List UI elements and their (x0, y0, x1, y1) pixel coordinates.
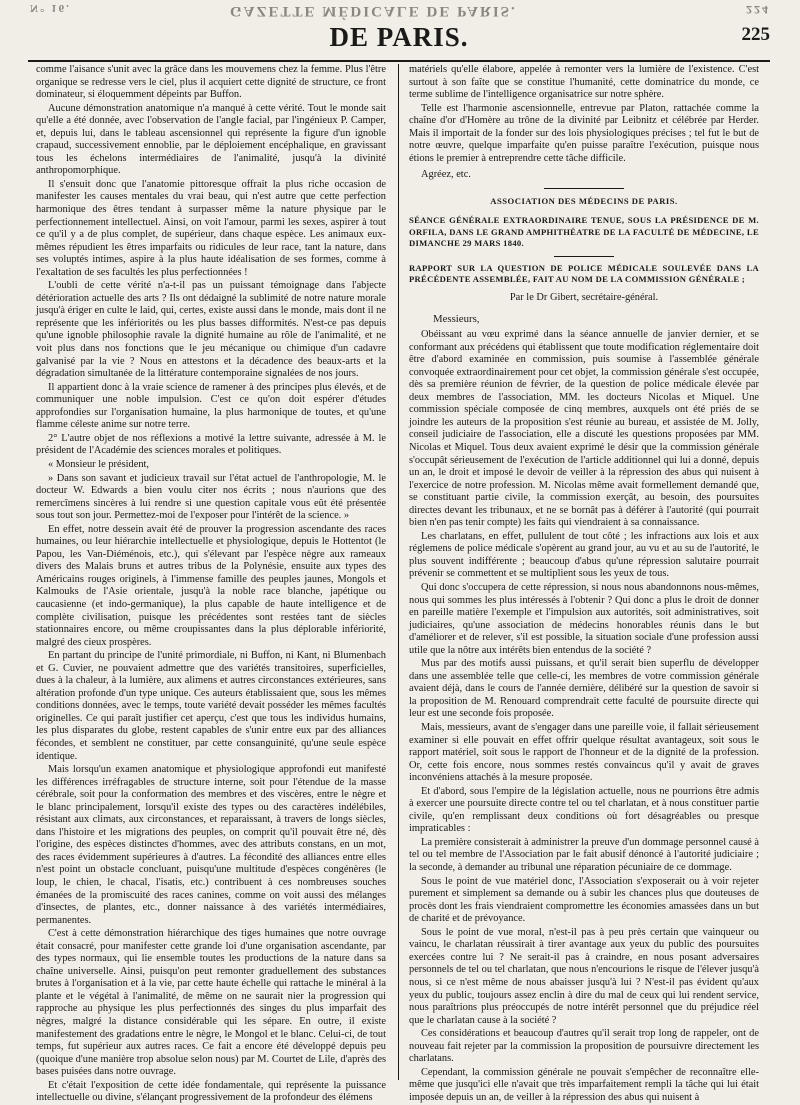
left-column (36, 64, 386, 1104)
paragraph: Mais lorsqu'un examen anatomique et physiologique approfondi eut manifesté les différences irréfragables de structure interne, soit pour l'étendue de la masse cérébrale, soit pour la conformation des membres et des viscères, entre le nègre et le blanc principalement, lorsqu'il existe des types ou des caractères indélébiles, résistant aux climats, aux circonstances, et reparaissant, à travers de longs siècles, dans l'histoire et les migrations des peuples, on comprit qu'il pouvait être né, dès l'origine, des espèces distinctes d'hommes, avec des attributs constans, en un mot, des races évidemment supérieures à d'autres. La fécondité des alliances entre elles n'est point un obstacle concluant, puisqu'une multitude d'espèces congénères (le loup, le chien, le chacal, l'isatis, etc.) contribuent à ces nombreuses souches émanées de la promiscuité des races canines, comme on voit aussi des mélanges d'insectes, de plantes, etc., donner naissance à des variétés intermédiaires, permanentes. (36, 764, 386, 926)
report-byline: Par le Dr Gibert, secrétaire-général. (509, 291, 659, 303)
paragraph: matériels qu'elle élabore, appelée à remonter vers la lumière de l'existence. C'est surtout à son faîte que se constitue l'humanité, cette dominatrice du monde, ce terme sublime de l'intelligence organisatrice sur notre sphère. (409, 64, 759, 101)
page-number: 225 (741, 24, 770, 45)
column-rule (398, 64, 399, 1080)
paragraph: Il appartient donc à la vraie science de ramener à des principes plus élevés, et de communiquer une noble impulsion. C'est ce qu'on doit espérer d'études approfondies sur l'organisation humaine, la plus harmonique de toutes, et qu'une flamme céleste anime sur notre terre. (36, 381, 386, 431)
letter-salutation: « Monsieur le président, (48, 458, 149, 470)
paragraph: Il s'ensuit donc que l'anatomie pittoresque offrait la plus riche occasion de manifester les causes mentales du vrai beau, qui n'est autre que cette perfection harmonique des êtres tendant à surpasser même la nature physique par le perfectionnement intellectuel. Ainsi, on voit l'amour, parmi les sexes, aspirer à tout ce qu'il y a de plus complet, de supérieur, dans chaque espèce. Les animaux eux-mêmes répudient les êtres imparfaits ou ridicules de leur race, tant la nature, dans ses voluptés intimes, aspire à la plus haute idéalisation de ses formes, comme à l'exaltation de ses facultés les plus perfectionnées ! (36, 178, 386, 278)
paragraph: Aucune démonstration anatomique n'a manqué à cette vérité. Tout le monde sait qu'elle a été donnée, avec l'observation de l'angle facial, par l'ingénieux P. Camper, et, depuis lui, dans le tableau ascensionnel qui représente la figure d'un ignoble crapaud, successivement ennoblie, par le déploiement encéphalique, en gravissant tous les échelons intermédiaires de l'animalité, jusqu'à la divinité anthropomorphique. (36, 102, 386, 177)
page-header (28, 22, 770, 62)
paragraph: Et d'abord, sous l'empire de la législation actuelle, nous ne pourrions être admis à exercer une poursuite directe contre tel ou tel charlatan, et à nous constituer partie civile, qu'en remplissant deux conditions où fort désagréables ou presque impraticables : (409, 785, 759, 835)
right-column (409, 64, 759, 1103)
association-title: ASSOCIATION DES MÉDECINS DE PARIS. (490, 195, 678, 206)
paragraph: Ces considérations et beaucoup d'autres qu'il serait trop long de rappeler, ont de nouveau fait rejeter par la commission la proposition de poursuivre directement les charlatans. (409, 1028, 759, 1065)
report-salutation: Messieurs, (433, 312, 480, 325)
session-heading: SÉANCE GÉNÉRALE EXTRAORDINAIRE TENUE, SOUS LA PRÉSIDENCE DE M. ORFILA, DANS LE GRAND AMPHITHÉATRE DE LA FACULTÉ DE MÉDECINE, LE DIMANCHE 29 MARS 1840. (409, 215, 759, 249)
report-heading: RAPPORT SUR LA QUESTION DE POLICE MÉDICALE SOULEVÉE DANS LA PRÉCÉDENTE ASSEMBLÉE, FAIT AU NOM DE LA COMMISSION GÉNÉRALE ; (409, 262, 759, 285)
paragraph: En effet, notre dessein avait été de prouver la progression ascendante des races humaines, ou leur hiérarchie intellectuelle et physiologique, depuis le Hottentot (le Papou, les Van-Diéménois, etc.), qui s'élevant par l'espèce nègre aux rameaux divers des Malais bruns et autres tribus de la Polynésie, ensuite aux types des Américains rouges originels, à l'immense famille des peuples jaunes, Mongols et Kalmouks de l'Asie orientale, jusqu'à la noble race blanche, japétique ou caucasienne (et indo-germanique), la plus capable de haute intelligence et de complète civilisation, puisque les précédentes sont restées tant de siècles stationnaires encore, ou même croupissantes dans la plus déplorable infériorité, malgré des cieux prospères. (36, 523, 386, 648)
paragraph: Et c'était l'exposition de cette idée fondamentale, qui représente la puissance intellectuelle ou divine, s'élançant progressivement de la profondeur des élémens (36, 1079, 386, 1104)
paragraph: 2° L'autre objet de nos réflexions a motivé la lettre suivante, adressée à M. le président de l'Académie des sciences morales et politiques. (36, 432, 386, 457)
bleed-through-masthead: GAZETTE MÉDICALE DE PARIS. (230, 3, 517, 19)
paragraph: Sous le point de vue moral, n'est-il pas à peu près certain que vainqueur ou vaincu, le charlatan réussirait à tirer avantage aux yeux du public des poursuites exercées contre lui ? Ne serait-il pas à craindre, en nous posant adversaires personnels de tel ou tel charlatan, que nous n'encourions le risque de l'élever jusqu'à nous, si ce n'est même de nous abaisser jusqu'à lui ? N'est-il pas évident qu'aux yeux du public, toujours assez enclin à dire du mal de ceux qui lui rendent service, nous paraîtrions plus préoccupés de notre intérêt personnel que du préjudice réel que le charlatan cause à la société ? (409, 926, 759, 1026)
paragraph: C'est à cette démonstration hiérarchique des tiges humaines que notre ouvrage était consacré, pour manifester cette grande loi d'une organisation ascendante, par des types normaux, qui lie ensemble toutes les productions de la nature dans sa chaîne universelle. Ainsi, puisqu'on peut remonter graduellement des substances brutes à l'organisation et à la vie, par cette haute échelle qui rattache le minéral à la plante et le végétal à l'animalité, de même on ne saurait nier la progression qui rapproche au physique les plus perfectionnés des singes du plus imparfait des nègres, malgré la distance considérable qui les sépare. En outre, il existe manifestement des gradations entre le nègre, le Mongol et le blanc. Celui-ci, de tout temps, fut supérieur aux autres races. Ce fait a encore été développé depuis peu (quoique d'une manière trop absolue selon nous) par M. Courtet de Lile, d'après des bases puisées dans notre ouvrage. (36, 928, 386, 1078)
paragraph: Telle est l'harmonie ascensionnelle, entrevue par Platon, rattachée comme la chaîne d'or d'Homère au trône de la divinité par Leibnitz et célébrée par Herder. Mais il importait de la fonder sur des lois physiologiques précises ; tel fut le but de notre œuvre, quelque imparfaite qu'en puisse paraître l'exécution, puisque nous étions le premier à entreprendre cette tâche difficile. (409, 102, 759, 164)
section-divider (554, 256, 614, 257)
bleed-through-folio: N° 16. (30, 2, 71, 14)
paragraph: Mus par des motifs aussi puissans, et qu'il serait bien superflu de développer dans une assemblée telle que celle-ci, les membres de votre commission générale avaient déjà, dans le cours de l'année dernière, délibéré sur la question de savoir si la proposition de M. Renouard comprendrait cette faculté de poursuite directe qui leur est une seconde fois proposée. (409, 658, 759, 720)
letter-body: » Dans son savant et judicieux travail sur l'état actuel de l'anthropologie, M. le docteur W. Edwards a bien voulu citer nos écrits ; nous n'aurions que des remercîmens sincères à lui rendre si une question capitale vous eût été présentée sous tout son jour. Permettez-moi de l'exposer pour l'intérêt de la science. » (36, 472, 386, 522)
bleed-through-page-number: 224 (746, 3, 770, 17)
paragraph: Sous le point de vue matériel donc, l'Association s'exposerait ou à voir rejeter purement et simplement sa demande ou à subir les chances plus que douteuses de procès dont les frais viendraient compromettre les économies amassées dans un but de charité et de prévoyance. (409, 875, 759, 925)
paragraph: comme l'aisance s'unit avec la grâce dans les mouvemens chez la femme. Plus l'être organique se redresse vers le ciel, plus il acquiert cette dignité de structure, ce front dominateur, si éloquemment dépeints par Buffon. (36, 64, 386, 101)
paragraph: La première consisterait à administrer la preuve d'un dommage personnel causé à tel ou tel membre de l'Association par le fait abusif dénoncé à l'autorité judiciaire ; la seconde, à demander au tribunal une réparation pécuniaire de ce dommage. (409, 836, 759, 874)
paragraph: En partant du principe de l'unité primordiale, ni Buffon, ni Kant, ni Blumenbach et G. Cuvier, ne pouvaient admettre que des variétés transitoires, superficielles, dues à la chaleur, à la lumière, aux alimens et autres circonstances extérieures, sans altération profonde d'un type unique. Ces auteurs établissaient que, sous les mêmes conditions données, avec le temps, toute variété devait posséder les mêmes facultés originelles. Ce qui paraît justifier cet aperçu, c'est que tous les individus humains, les plus disparates du globe, restent capables de s'unir entre eux par des alliances fécondes, et semblent ne constituer, par cette consanguinité, qu'une seule espèce identique. (36, 650, 386, 762)
letter-signoff: Agréez, etc. (421, 169, 471, 181)
paragraph: Mais, messieurs, avant de s'engager dans une pareille voie, il fallait sérieusement examiner si elle pouvait en effet offrir quelque résultat avantageux, soit sous le rapport matériel, soit sous le rapport de l'honneur et de la dignité de la profession. Or, cette fois encore, nous sommes restés convaincus qu'il y avait de graves inconvéniens attachés à la mesure proposée. (409, 722, 759, 784)
section-divider (544, 188, 624, 189)
bleed-through-strip (0, 0, 800, 22)
paragraph: Obéissant au vœu exprimé dans la séance annuelle de janvier dernier, et se conformant aux précédens qui établissent que toute modification réglementaire doit être d'abord examinée en commission, puis soumise à l'assemblée générale convoquée extraordinairement pour cet objet, la commission générale s'est occupée, dès sa première réunion de février, de la question de police médicale élevée par deux membres de l'association, MM. les docteurs Nicolas et Miquel. Une commission spéciale composée de cinq membres, auxquels ont été priés de se joindre les auteurs de la proposition s'est réunie au bureau, et assistée de M. Jolly, conseil judiciaire de l'association, elle a discuté les questions proposées par MM. Nicolas et Miquel. Tous deux avaient exprimé le désir que la commission générale s'occupât sérieusement de l'exécution de l'article additionnel qui lui a donné, depuis un an, le droit et imposé le devoir de veiller à la répression des abus qui nuisent à l'exercice de notre profession. M. Nicolas même avait formellement demandé que, se constituant partie civile, la commission exerçât, au besoin, des poursuites directes devant les tribunaux, et ne se bornât pas à déférer à l'autorité (qui pourrait bien n'en pas tenir compte) les faits qui viendraient à sa connaissance. (409, 329, 759, 529)
running-title: DE PARIS. (329, 22, 469, 52)
paragraph: L'oubli de cette vérité n'a-t-il pas un puissant témoignage dans l'abjecte détérioration actuelle des arts ? Ils ont dédaigné la sublimité de notre nature morale jusqu'à ériger en culte le laid, qui, certes, existe aussi dans le monde, mais dont il ne représente que les infériorités ou les plus basses difformités. N'est-ce pas depuis qu'une ignoble philosophie ravale la dignité humaine au rôle de l'animalité, et ne voit plus dans nos fonctions que le jeu mécanique ou chimique d'un cadavre galvanisé par la vie ? Nous en attestons et la décadence des beaux-arts et la dégradation simultanée de la littérature contemporaine signalées de nos jours. (36, 280, 386, 380)
paragraph: Cependant, la commission générale ne pouvait s'empêcher de reconnaître elle-même que jusqu'ici elle n'avait que très imparfaitement rempli la tâche qui lui était imposée depuis un an, de veiller à la répression des abus qui nuisent à (409, 1066, 759, 1103)
header-rule (28, 60, 770, 62)
paragraph: Les charlatans, en effet, pullulent de tout côté ; les infractions aux lois et aux réglemens de police médicale s'opèrent au grand jour, au vu et au su de l'autorité, le plus souvent indifférente ; beaucoup d'abus qu'une répression salutaire pourrait prévenir se commettent et se multiplient sous les yeux de tous. (409, 530, 759, 580)
paragraph: Qui donc s'occupera de cette répression, si nous nous abandonnons nous-mêmes, nous qui sommes les plus intéressés à l'obtenir ? Qui donc a plus le droit de donner en pareille matière l'exemple et l'impulsion aux autorités, soit administratives, soit judiciaires, qu'une association de médecins honorables réunis dans le but d'améliorer et de relever, s'il est possible, la situation sociale d'une profession aussi utile que la nôtre aux intérêts bien entendus de la société ? (409, 582, 759, 656)
